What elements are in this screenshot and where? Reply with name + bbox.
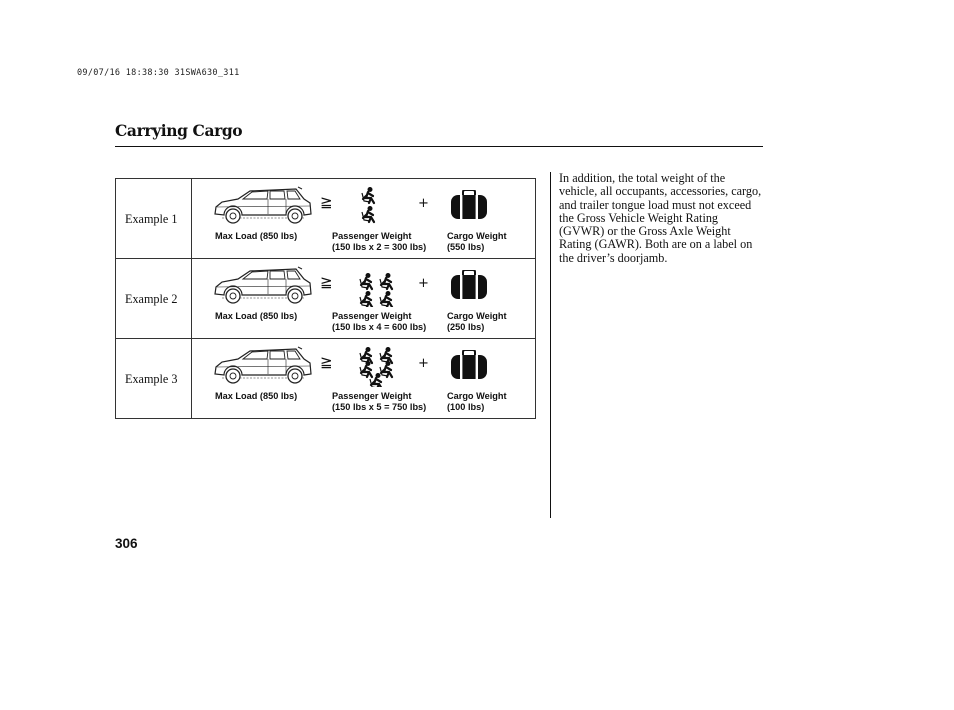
passenger-weight-caption (332, 391, 426, 412)
example-label: Example 2 (125, 292, 178, 306)
cargo-weight-caption (447, 311, 507, 332)
page-title: Carrying Cargo (115, 121, 243, 140)
max-load-text: Max Load (850 lbs) (215, 311, 298, 321)
seated-passenger-icon (360, 347, 372, 363)
plus-symbol: + (418, 356, 429, 371)
max-load-caption (215, 391, 297, 402)
seated-passenger-icon (360, 291, 372, 307)
cargo-weight-value: (550 lbs) (447, 241, 485, 252)
title-rule (115, 146, 763, 147)
example-label-cell (116, 179, 192, 259)
example-figure (192, 179, 536, 259)
passenger-weight-caption (332, 311, 426, 332)
passenger-weight-calc: (150 lbs x 2 = 300 lbs) (332, 241, 427, 252)
seated-passenger-icon (360, 273, 372, 289)
seated-passenger-icon (360, 361, 372, 377)
passenger-group (357, 185, 401, 227)
example-row (116, 259, 536, 339)
seated-passenger-icon (362, 187, 374, 203)
seated-passenger-icon (362, 206, 374, 222)
passenger-group (357, 345, 401, 387)
passenger-weight-title: Passenger Weight (332, 231, 412, 241)
greater-equal-symbol: ≧ (320, 353, 333, 371)
suv-icon (212, 185, 314, 227)
example-figure (192, 339, 536, 419)
passenger-weight-calc: (150 lbs x 5 = 750 lbs) (332, 401, 427, 412)
example-label: Example 1 (125, 212, 178, 226)
passenger-weight-title: Passenger Weight (332, 311, 412, 321)
example-figure (192, 259, 536, 339)
max-load-caption (215, 311, 297, 322)
cargo-weight-title: Cargo Weight (447, 231, 507, 241)
page-number: 306 (115, 536, 138, 551)
example-row (116, 339, 536, 419)
cargo-weight-caption (447, 231, 507, 252)
cargo-weight-value: (100 lbs) (447, 401, 485, 412)
max-load-caption (215, 231, 297, 242)
plus-symbol: + (418, 196, 429, 211)
cargo-weight-title: Cargo Weight (447, 311, 507, 321)
cargo-weight-value: (250 lbs) (447, 321, 485, 332)
cargo-weight-caption (447, 391, 507, 412)
column-divider (550, 172, 551, 518)
load-examples-table (115, 178, 536, 419)
passenger-weight-caption (332, 231, 426, 252)
seated-passenger-icon (380, 347, 392, 363)
example-row (116, 179, 536, 259)
luggage-icon (450, 270, 488, 300)
gvwr-paragraph: In addition, the total weight of the vehicle, all occupants, accessories, cargo, and trailer tongue load must not exceed the Gross Vehicle Weight Rating (GVWR) or the Gross Axle Weight Rating (GAWR). Both are on a label on the driver’s doorjamb. (559, 171, 762, 265)
luggage-icon (450, 190, 488, 220)
suv-icon (212, 345, 314, 387)
passenger-weight-title: Passenger Weight (332, 391, 412, 401)
max-load-text: Max Load (850 lbs) (215, 391, 298, 401)
example-label-cell (116, 259, 192, 339)
suv-icon (212, 265, 314, 307)
max-load-text: Max Load (850 lbs) (215, 231, 298, 241)
passenger-group (357, 265, 401, 307)
passenger-weight-calc: (150 lbs x 4 = 600 lbs) (332, 321, 427, 332)
seated-passenger-icon (380, 273, 392, 289)
cargo-weight-title: Cargo Weight (447, 391, 507, 401)
seated-passenger-icon (380, 291, 392, 307)
greater-equal-symbol: ≧ (320, 193, 333, 211)
luggage-icon (450, 350, 488, 380)
seated-passenger-icon (380, 361, 392, 377)
print-stamp: 09/07/16 18:38:30 31SWA630_311 (77, 68, 240, 78)
example-label: Example 3 (125, 372, 178, 386)
greater-equal-symbol: ≧ (320, 273, 333, 291)
plus-symbol: + (418, 276, 429, 291)
example-label-cell (116, 339, 192, 419)
